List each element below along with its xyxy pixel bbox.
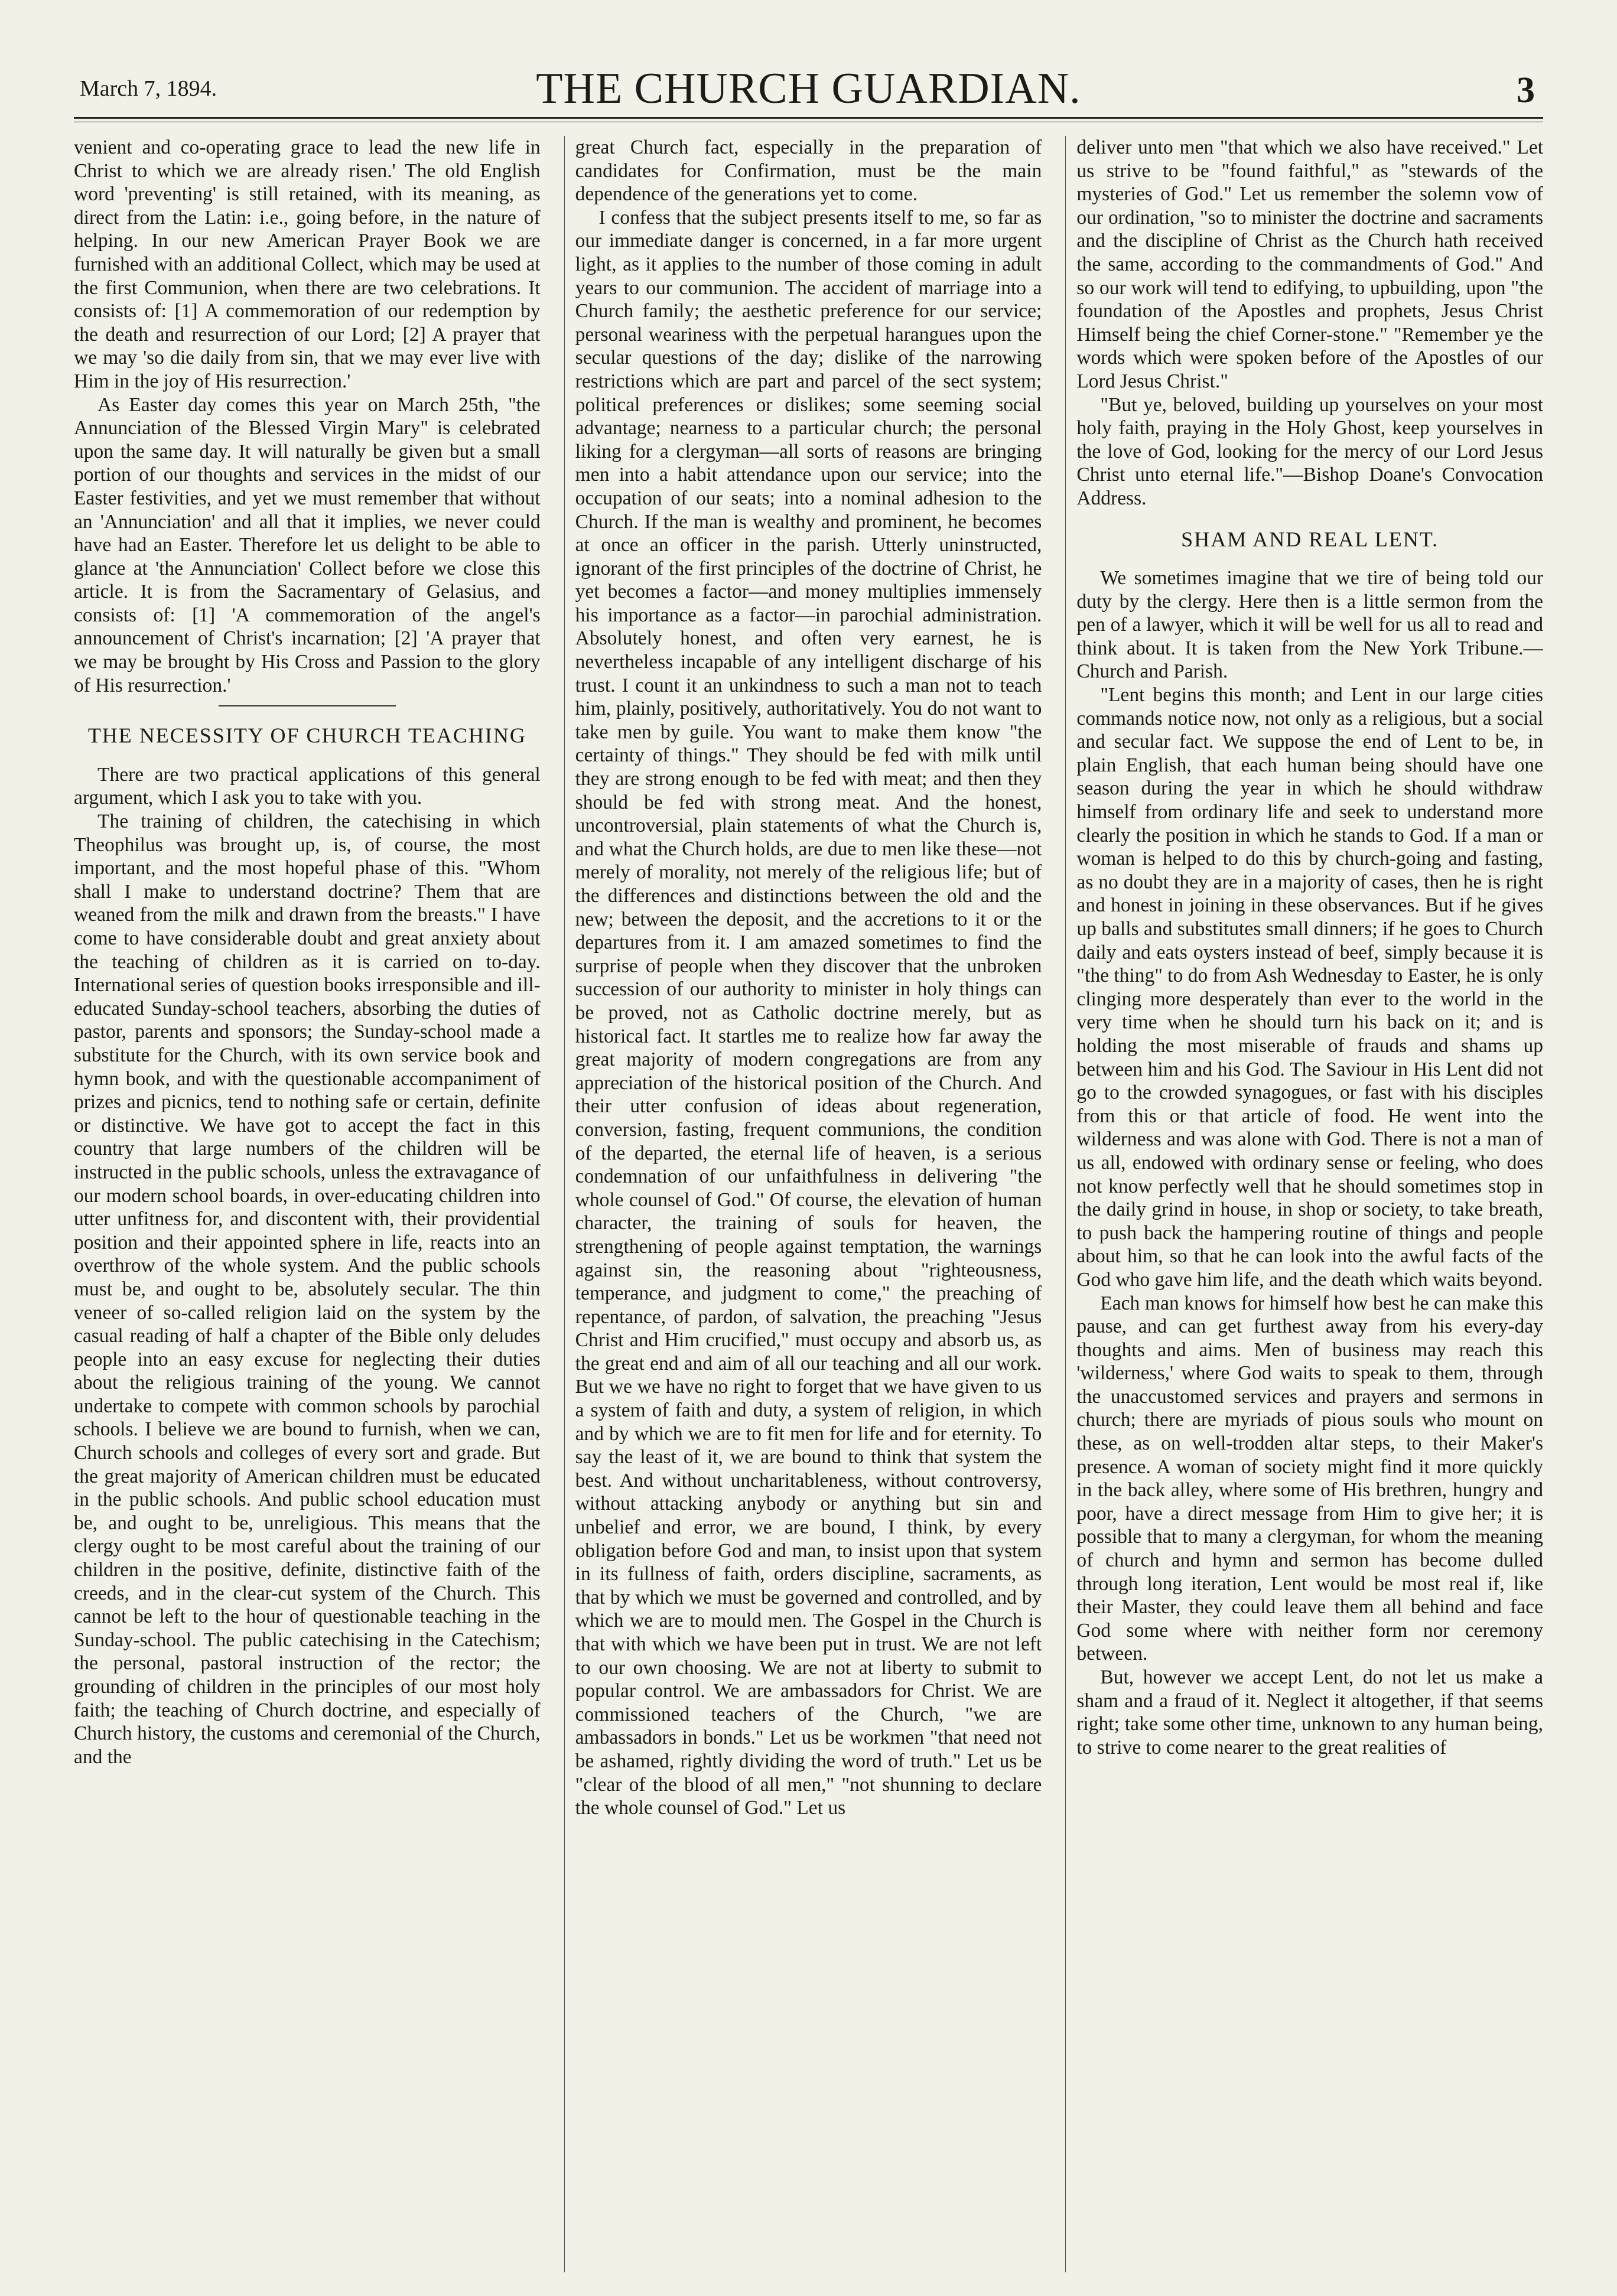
issue-date: March 7, 1894.	[80, 76, 217, 101]
paragraph: "But ye, beloved, building up yourselves on your most holy faith, praying in the Holy Ghost, keep yourselves in the love of God, looking for the mercy of our Lord Jesus Christ unto eternal life."—Bishop Doane's Convocation Address.	[1076, 393, 1544, 509]
paragraph: The training of children, the catechising in which Theophilus was brought up, is, of course, the most important, and the most hopeful phase of this. "Whom shall I make to understand doctrine? Them that are weaned from the milk and drawn from the breasts." I have come to have considerable doubt and great anxiety about the teaching of children as it is carried on to-day. International series of question books irresponsible and ill-educated Sunday-school teachers, absorbing the duties of pastor, parents and sponsors; the Sunday-school made a substitute for the Church, with its own service book and hymn book, and with the questionable accompaniment of prizes and picnics, tend to nothing safe or certain, definite or distinctive. We have got to accept the fact in this country that large numbers of the children will be instructed in the public schools, unless the extravagance of our modern school boards, in over-educating children into utter unfitness for, and discontent with, their providential position and their appointed sphere in life, reacts into an overthrow of the whole system. And the public schools must be, and ought to be, absolutely secular. The thin veneer of so-called religion laid on the system by the casual reading of half a chapter of the Bible only deludes people into an easy excuse for neglecting their duties about the religious training of the young. We cannot undertake to compete with common schools by parochial schools. I believe we are bound to furnish, when we can, Church schools and colleges of every sort and grade. But the great majority of American children must be educated in the public schools. And public school education must be, and ought to be, unreligious. This means that the clergy ought to be most careful about the training of our children in the positive, definite, distinctive faith of the creeds, and in the clear-cut system of the Church. This cannot be left to the hour of questionable teaching in the Sunday-school. The public catechising in the Catechism; the personal, pastoral instruction of the rector; the grounding of children in the principles of our most holy faith; the teaching of Church doctrine, and especially of Church history, the customs and ceremonial of the Church, and the	[74, 810, 541, 1768]
column-3	[1065, 136, 1543, 2272]
masthead-rule	[74, 117, 1543, 119]
paragraph: Each man knows for himself how best he can make this pause, and can get furthest away from his every-day thoughts and aims. Men of business may reach this 'wilderness,' where God waits to speak to them, through the unaccustomed services and prayers and sermons in church; there are myriads of pious souls who mount on these, as on well-trodden altar steps, to their Maker's presence. A woman of society might find it more quickly in the back alley, where some of His brethren, hungry and poor, have a direct message from Him to give her; it is possible that to many a clergyman, for whom the meaning of church and hymn and sermon has become dulled through long iteration, Lent would be most real if, like their Master, they could leave them all behind and face God some where with neither form nor ceremony between.	[1076, 1292, 1544, 1665]
column-1	[74, 136, 541, 2272]
newspaper-title: THE CHURCH GUARDIAN.	[536, 64, 1081, 113]
column-2	[564, 136, 1042, 2272]
masthead	[74, 0, 1543, 121]
paragraph: venient and co-operating grace to lead the new life in Christ to which we are already risen.' The old English word 'preventing' is still retained, with its meaning, as direct from the Latin: i.e., going before, in the nature of helping. In our new American Prayer Book we are furnished with an additional Collect, which may be used at the first Communion, when there are two celebrations. It consists of: [1] A commemoration of our redemption by the death and resurrection of our Lord; [2] A prayer that we may 'so die daily from sin, that we may ever live with Him in the joy of His resurrection.'	[74, 136, 541, 392]
paragraph: There are two practical applications of this general argument, which I ask you to take with you.	[74, 763, 541, 809]
paragraph: We sometimes imagine that we tire of being told our duty by the clergy. Here then is a little sermon from the pen of a lawyer, which it will be well for us all to read and think about. It is taken from the New York Tribune.—Church and Parish.	[1076, 567, 1544, 683]
paragraph: great Church fact, especially in the preparation of candidates for Confirmation, must be the main dependence of the generations yet to come.	[575, 136, 1042, 206]
paragraph: But, however we accept Lent, do not let us make a sham and a fraud of it. Neglect it altogether, if that seems right; take some other time, unknown to any human being, to strive to come nearer to the great realities of	[1076, 1666, 1544, 1758]
paragraph: "Lent begins this month; and Lent in our large cities commands notice now, not only as a religious, but a social and secular fact. We suppose the end of Lent to be, in plain English, that each human being should have one season during the year in which he should withdraw himself from ordinary life and seek to understand more clearly the position in which he stands to God. If a man or woman is helped to do this by church-going and fasting, as no doubt they are in a majority of cases, then he is right and honest in joining in these observances. But if he gives up balls and substitutes small dinners; if he goes to Church daily and eats oysters instead of beef, simply because it is "the thing" to do from Ash Wednesday to Easter, he is only clinging more desperately than ever to the world in the very time when he should turn his back on it; and is holding the most miserable of frauds and shams up between him and his God. The Saviour in His Lent did not go to the crowded synagogues, or fast with his disciples from this or that article of food. He went into the wilderness and was alone with God. There is not a man of us all, endowed with ordinary sense or feeling, who does not know perfectly well that he should sometimes stop in the daily grind in house, in shop or society, to take breath, to push back the hampering routine of things and people about him, so that he can look into the awful facts of the God who gave him life, and the death which waits beyond.	[1076, 684, 1544, 1291]
article-heading: SHAM AND REAL LENT.	[1181, 527, 1439, 551]
page-number: 3	[1517, 70, 1535, 110]
section-divider	[219, 705, 396, 706]
paragraph: I confess that the subject presents itself to me, so far as our immediate danger is concerned, in a far more urgent light, as it applies to the number of those coming in adult years to our communion. The accident of marriage into a Church family; the aesthetic preference for our service; personal weariness with the perpetual harangues upon the secular questions of the day; dislike of the narrowing restrictions which are part and parcel of the sect system; political preferences or dislikes; some seeming social advantage; nearness to a particular church; the personal liking for a clergyman—all sorts of reasons are bringing men into a habit attendance upon our service; into the occupation of our seats; into a nominal adhesion to the Church. If the man is wealthy and prominent, he becomes at once an officer in the parish. Utterly uninstructed, ignorant of the first principles of the doctrine of Christ, he yet becomes a factor—and money multiplies immensely his importance as a factor—in parochial administration. Absolutely honest, and often very earnest, he is nevertheless incapable of any intelligent discharge of his trust. I count it an unkindness to such a man not to teach him, plainly, positively, authoritatively. You do not want to take men by guile. You want to make them know "the certainty of things." They should be fed with milk until they are strong enough to be fed with meat; and then they should be fed with strong meat. And the honest, uncontroversial, plain statements of what the Church is, and what the Church holds, are due to men like these—not merely of morality, not merely of the religious life; but of the differences and distinctions between the old and the new; between the deposit, and the accretions to it or the departures from it. I am amazed sometimes to find the surprise of people when they discover that the unbroken succession of our authority to minister in holy things can be proved, not as Catholic doctrine merely, but as historical fact. It startles me to realize how far away the great majority of modern congregations are from any appreciation of the historical position of the Church. And their utter confusion of ideas about regeneration, conversion, fasting, frequent communions, the condition of the departed, the eternal life of heaven, is a serious condemnation of our unfaithfulness in delivering "the whole counsel of God." Of course, the elevation of human character, the training of souls for heaven, the strengthening of people against temptation, the warnings against sin, the reasoning about "righteousness, temperance, and judgment to come," the preaching of repentance, of pardon, of salvation, the preaching "Jesus Christ and Him crucified," must occupy and absorb us, as the great end and aim of all our teaching and all our work. But we we have no right to forget that we have given to us a system of faith and duty, a system of religion, in which and by which we are to fit men for life and for eternity. To say the least of it, we are bound to think that system the best. And without uncharitableness, without controversy, without attacking anybody or anything but sin and unbelief and error, we are bound, I think, by every obligation before God and man, to insist upon that system in its fullness of faith, orders discipline, sacraments, as that by which we must be governed and controlled, and by which we are to mould men. The Gospel in the Church is that with which we have been put in trust. We are not left to our own choosing. We are not at liberty to submit to popular control. We are ambassadors for Christ. We are commissioned teachers of the Church, "we are ambassadors in bonds." Let us be workmen "that need not be ashamed, rightly dividing the word of truth." Let us be "clear of the blood of all men," "not shunning to declare the whole counsel of God." Let us	[575, 206, 1042, 1819]
article-columns	[74, 136, 1543, 2272]
paragraph: As Easter day comes this year on March 25th, "the Annunciation of the Blessed Virgin Mary" is celebrated upon the same day. It will naturally be given but a small portion of our thoughts and services in the midst of our Easter festivities, and yet we must remember that without an 'Annunciation' and all that it implies, we never could have had an Easter. Therefore let us delight to be able to glance at 'the Annunciation' Collect before we close this article. It is from the Sacramentary of Gelasius, and consists of: [1] 'A commemoration of the angel's announcement of Christ's incarnation; [2] 'A prayer that we may be brought by His Cross and Passion to the glory of His resurrection.'	[74, 393, 541, 696]
paragraph: deliver unto men "that which we also have received." Let us strive to be "found faithful," as "stewards of the mysteries of God." Let us remember the solemn vow of our ordination, "so to minister the doctrine and sacraments and the discipline of Christ as the Church hath received the same, according to the commandments of God." And so our work will tend to edifying, to upbuilding, upon "the foundation of the Apostles and prophets, Jesus Christ Himself being the chief Corner-stone." "Remember ye the words which were spoken before of the Apostles of our Lord Jesus Christ."	[1076, 136, 1544, 392]
article-heading: THE NECESSITY OF CHURCH TEACHING	[87, 724, 526, 748]
